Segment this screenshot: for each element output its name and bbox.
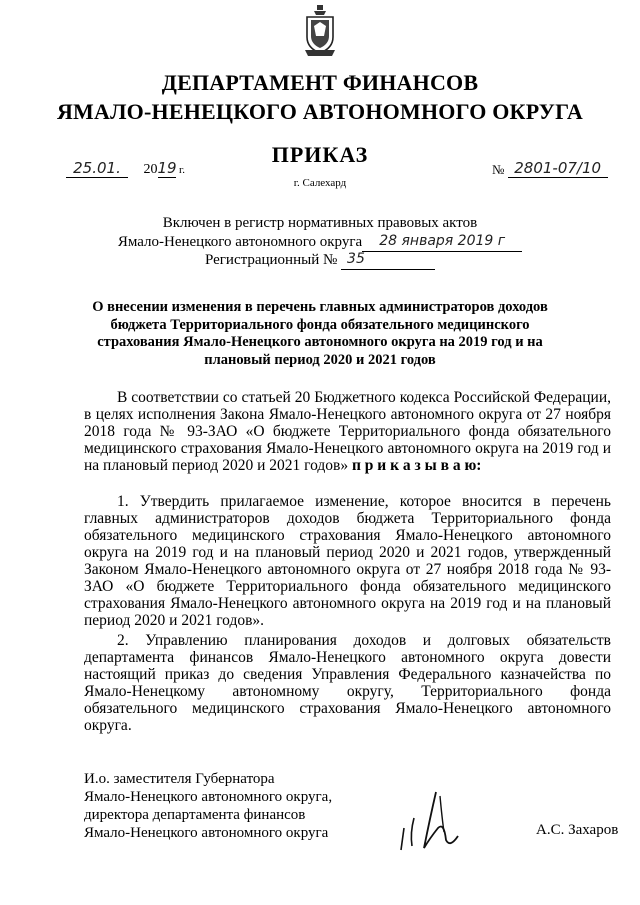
order-item-2: 2. Управлению планирования доходов и долговых обязательств департамента финансов Ямало-Ненецкого автономного округа довести настоящий приказ до сведения Управления Федерального казначейства по Ямало-Ненецкому автономному округу, Территориального фонда обязательного медицинского страхования Ямало-Ненецкого автономного округа. — [84, 632, 611, 734]
department-name-line1: ДЕПАРТАМЕНТ ФИНАНСОВ — [161, 70, 479, 95]
order-word: п р и к а з ы в а ю: — [351, 457, 482, 474]
emblem-icon — [302, 4, 338, 58]
document-date — [66, 159, 185, 178]
date-year-prefix: 20 — [143, 162, 158, 177]
number-prefix: № — [492, 162, 505, 177]
date-suffix: г. — [179, 164, 186, 176]
department-name-line2: ЯМАЛО-НЕНЕЦКОГО АВТОНОМНОГО ОКРУГА — [56, 99, 584, 124]
registration-line2-text: Ямало-Ненецкого автономного округа — [117, 234, 363, 250]
number-handwritten: 2801-07/10 — [508, 159, 608, 178]
preamble-paragraph — [84, 389, 611, 474]
preamble-text: В соответствии со статьей 20 Бюджетного кодекса Российской Федерации, в целях исполнения Закона Ямало-Ненецкого автономного округа от 27 ноября 2018 года № 93-ЗАО «О бюджете Территориального фонда обязательного медицинского страхования Ямало-Ненецкого автономного округа на 2019 год и на плановый период 2020 и 2021 годов» — [84, 389, 611, 474]
registration-number-label: Регистрационный № — [204, 252, 338, 268]
document-number — [492, 159, 608, 178]
signatory-title-line3: директора департамента финансов — [84, 807, 306, 823]
document-subject: О внесении изменения в перечень главных администраторов доходов бюджета Территориального фонда обязательного медицинского страхования Ямало-Ненецкого автономного округа на 2019 год и на плановый период 2020 и 2021 годов — [92, 299, 548, 368]
signatory-title-line2: Ямало-Ненецкого автономного округа, — [84, 789, 333, 805]
order-item-1: 1. Утвердить прилагаемое изменение, которое вносится в перечень главных администраторов доходов бюджета Территориального фонда обязательного медицинского страхования Ямало-Ненецкого автономного округа на 2019 год и на плановый период 2020 и 2021 годов, утвержденный Законом Ямало-Ненецкого автономного округа от 27 ноября 2018 года № 93-ЗАО «О бюджете Территориального фонда обязательного медицинского страхования Ямало-Ненецкого автономного округа на 2019 год и на плановый период 2020 и 2021 годов». — [84, 493, 611, 629]
handwritten-signature — [396, 788, 476, 858]
signatory-title-line1: И.о. заместителя Губернатора — [84, 771, 275, 787]
registration-number-handwritten: 35 — [341, 249, 435, 270]
date-year-handwritten: 19 — [157, 159, 177, 177]
city: г. Салехард — [293, 177, 347, 189]
registration-line3 — [0, 249, 640, 270]
date-handwritten: 25.01. — [66, 159, 128, 178]
document-title: ПРИКАЗ — [271, 142, 369, 167]
registration-line1: Включен в регистр нормативных правовых актов — [162, 215, 478, 231]
registration-date-handwritten: 28 января 2019 г — [362, 231, 522, 252]
signatory-name: А.С. Захаров — [536, 822, 619, 838]
signatory-title-line4: Ямало-Ненецкого автономного округа — [84, 825, 329, 841]
